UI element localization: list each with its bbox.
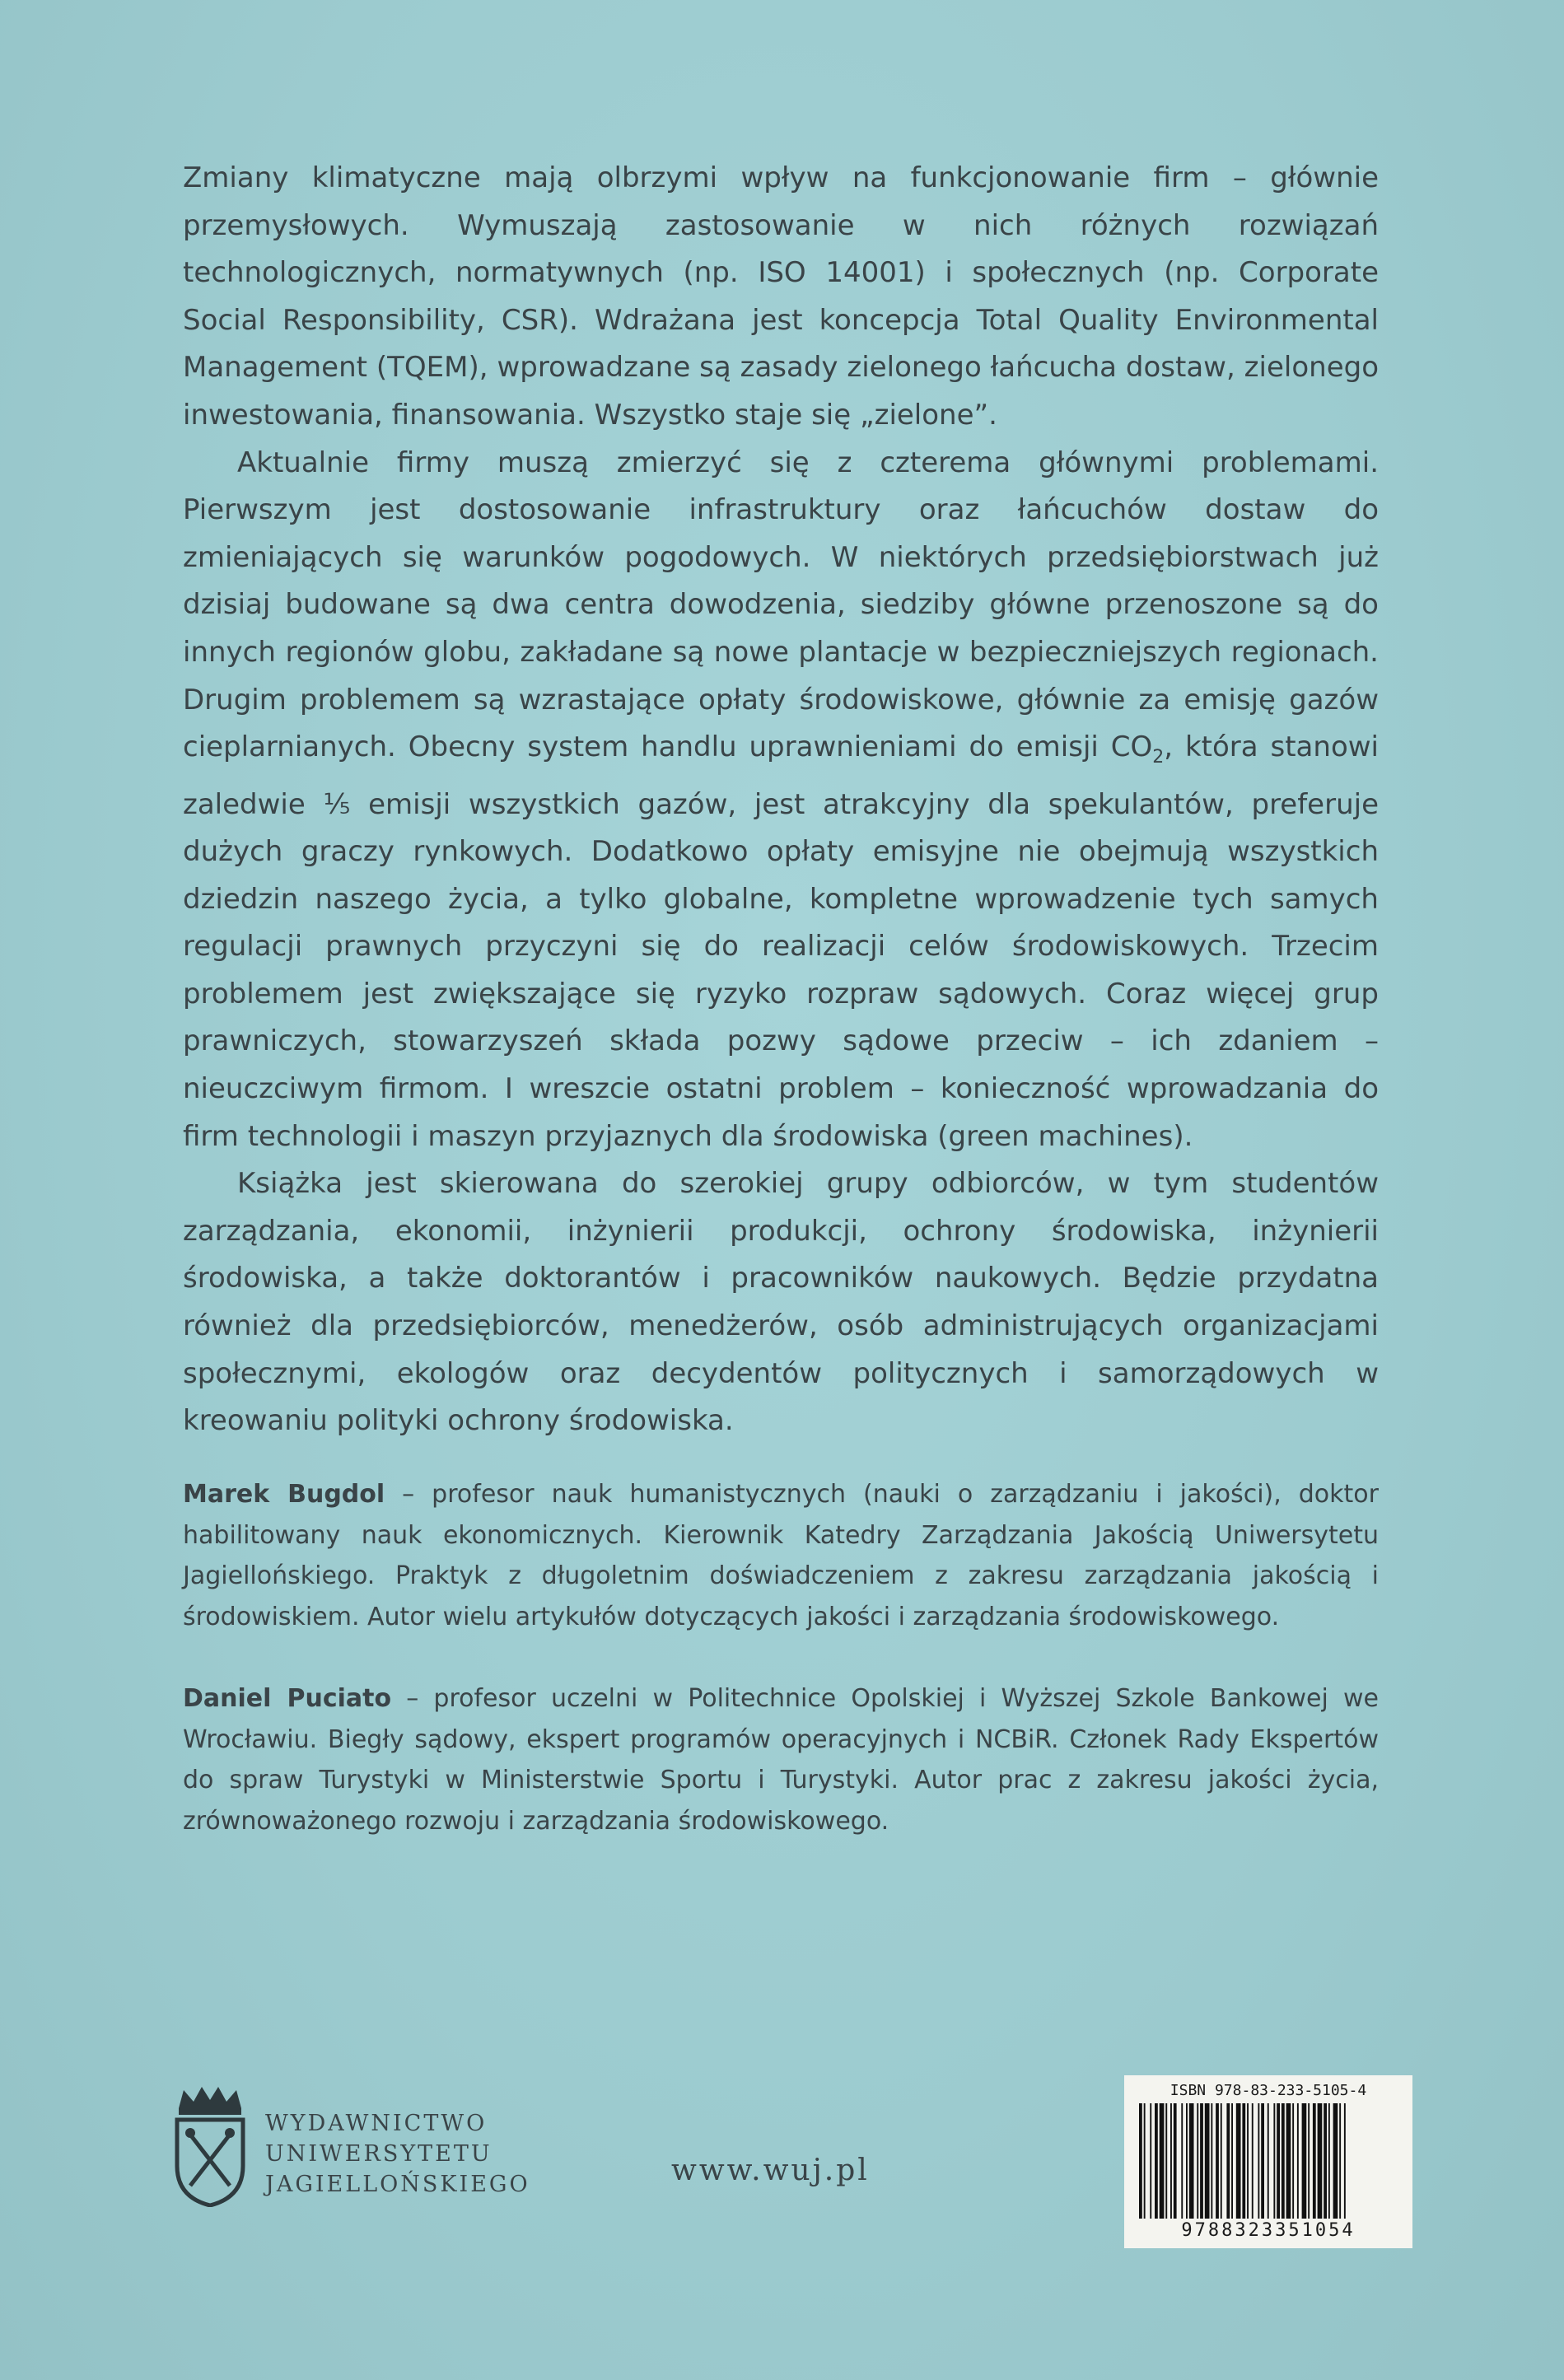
barcode-bar: [1282, 2103, 1285, 2219]
barcode-bar: [1252, 2103, 1254, 2219]
barcode-bar: [1328, 2103, 1330, 2219]
publisher-line-2: UNIWERSYTETU: [265, 2141, 493, 2167]
blurb-paragraph-2: [183, 440, 1379, 1161]
barcode-bar: [1231, 2103, 1233, 2219]
barcode-bar: [1221, 2103, 1222, 2219]
author-name-2: Daniel Puciato: [183, 1684, 392, 1713]
footer: [0, 2059, 1564, 2273]
barcode-bar: [1186, 2103, 1188, 2219]
barcode-bar: [1268, 2103, 1269, 2219]
barcode-bar: [1324, 2103, 1327, 2219]
isbn-label: ISBN 978-83-233-5105-4: [1169, 2082, 1367, 2099]
barcode-bar: [1170, 2103, 1172, 2219]
barcode-bar: [1273, 2103, 1275, 2219]
barcode-bar: [1174, 2103, 1177, 2219]
barcode-bar: [1160, 2103, 1165, 2219]
barcode-bar: [1216, 2103, 1219, 2219]
barcode-bar: [1139, 2103, 1142, 2219]
publisher-line-3: JAGIELLOŃSKIEGO: [265, 2172, 530, 2197]
barcode-bars: [1139, 2103, 1398, 2219]
barcode-bar: [1258, 2103, 1259, 2219]
author-bio-2: [183, 1678, 1379, 1841]
barcode-bar: [1242, 2103, 1245, 2219]
blurb-paragraph-2-start: Aktualnie firmy muszą zmierzyć się z czterema głównymi problemami. Pierwszym jest dostosowanie infrastruktury oraz łańcuchów dostaw do zmieniających się warunków pogodowych. W niektórych przedsiębiorstwach już dzisiaj budowane są dwa centra dowodzenia, siedziby główne przenoszone są do innych regionów globu, zakładane są nowe plantacje w bezpieczniejszych regionach. Drugim problemem są wzrastające opłaty środowiskowe, głównie za emisję gazów cieplarnianych. Obecny system handlu uprawnieniami do emisji CO: [183, 446, 1379, 764]
publisher-name: [265, 2108, 530, 2200]
blurb-paragraph-2-end: , która stanowi zaledwie ⅕ emisji wszystkich gazów, jest atrakcyjny dla spekulantów, preferuje dużych graczy rynkowych. Dodatkowo opłaty emisyjne nie obejmują wszystkich dziedzin naszego życia, a tylko globalne, kompletne wprowadzenie tych samych regulacji prawnych przyczyni się do realizacji celów środowiskowych. Trzecim problemem jest zwiększające się ryzyko rozpraw sądowych. Coraz więcej grup prawniczych, stowarzyszeń składa pozwy sądowe przeciw – ich zdaniem – nieuczciwym firmom. I wreszcie ostatni problem – konieczność wprowadzania do firm technologii i maszyn przyjaznych dla środowiska (green machines).: [183, 730, 1379, 1153]
barcode-bar: [1292, 2103, 1294, 2219]
barcode-bar: [1200, 2103, 1203, 2219]
blurb: [183, 155, 1379, 1445]
barcode-bar: [1226, 2103, 1230, 2219]
barcode-bar: [1302, 2103, 1307, 2219]
barcode-digits: 9788323351054: [1181, 2220, 1356, 2241]
barcode-bar: [1308, 2103, 1310, 2219]
barcode-bar: [1205, 2103, 1210, 2219]
barcode-bar: [1277, 2103, 1280, 2219]
barcode-bar: [1318, 2103, 1323, 2219]
barcode-bar: [1150, 2103, 1151, 2219]
barcode-bar: [1197, 2103, 1198, 2219]
barcode-bar: [1144, 2103, 1146, 2219]
barcode-bar: [1261, 2103, 1264, 2219]
university-crest-icon: [169, 2084, 251, 2207]
barcode-bar: [1181, 2103, 1183, 2219]
barcode-bar: [1155, 2103, 1158, 2219]
author-bio-text-2: – profesor uczelni w Politechnice Opolskiej i Wyższej Szkole Bankowej we Wrocławiu. Biegły sądowy, ekspert programów operacyjnych i NCBiR. Członek Rady Ekspertów do spraw Turystyki w Ministerstwie Sportu i Turystyki. Autor prac z zakresu jakości życia, zrównoważonego rozwoju i zarządzania środowiskowego.: [183, 1684, 1379, 1836]
blurb-paragraph-1: Zmiany klimatyczne mają olbrzymi wpływ na funkcjonowanie firm – głównie przemysłowych. Wymuszają zastosowanie w nich różnych rozwiązań technologicznych, normatywnych (np. ISO 14001) i społecznych (np. Corporate Social Responsibility, CSR). Wdrażana jest koncepcja Total Quality Environmental Management (TQEM), wprowadzane są zasady zielonego łańcucha dostaw, zielonego inwestowania, finansowania. Wszystko staje się „zielone”.: [183, 161, 1379, 432]
barcode-bar: [1339, 2103, 1341, 2219]
co2-subscript: 2: [1152, 746, 1165, 768]
barcode-bar: [1313, 2103, 1316, 2219]
barcode-bar: [1165, 2103, 1167, 2219]
barcode-bar: [1247, 2103, 1249, 2219]
publisher-line-1: WYDAWNICTWO: [265, 2111, 488, 2136]
blurb-paragraph-3: Książka jest skierowana do szerokiej grupy odbiorców, w tym studentów zarządzania, ekonomii, inżynierii produkcji, ochrony środowiska, inżynierii środowiska, a także doktorantów i pracowników naukowych. Będzie przydatna również dla przedsiębiorców, menedżerów, osób administrujących organizacjami społecznymi, ekologów oraz decydentów politycznych i samorządowych w kreowaniu polityki ochrony środowiska.: [183, 1167, 1379, 1438]
barcode-bar: [1189, 2103, 1194, 2219]
author-bio-1: [183, 1474, 1379, 1637]
barcode-bar: [1211, 2103, 1212, 2219]
author-name-1: Marek Bugdol: [183, 1480, 385, 1509]
barcode-bar: [1297, 2103, 1299, 2219]
website-url: www.wuj.pl: [671, 2154, 870, 2187]
isbn-barcode: [1124, 2075, 1412, 2248]
barcode-bar: [1344, 2103, 1346, 2219]
barcode-bar: [1333, 2103, 1338, 2219]
barcode-bar: [1236, 2103, 1241, 2219]
author-bio-text-1: – profesor nauk humanistycznych (nauki o zarządzaniu i jakości), doktor habilitowany nauk ekonomicznych. Kierownik Katedry Zarządzania Jakością Uniwersytetu Jagiellońskiego. Praktyk z długoletnim doświadczeniem z zakresu zarządzania jakością i środowiskiem. Autor wielu artykułów dotyczących jakości i zarządzania środowiskowego.: [183, 1480, 1379, 1631]
barcode-bar: [1286, 2103, 1291, 2219]
